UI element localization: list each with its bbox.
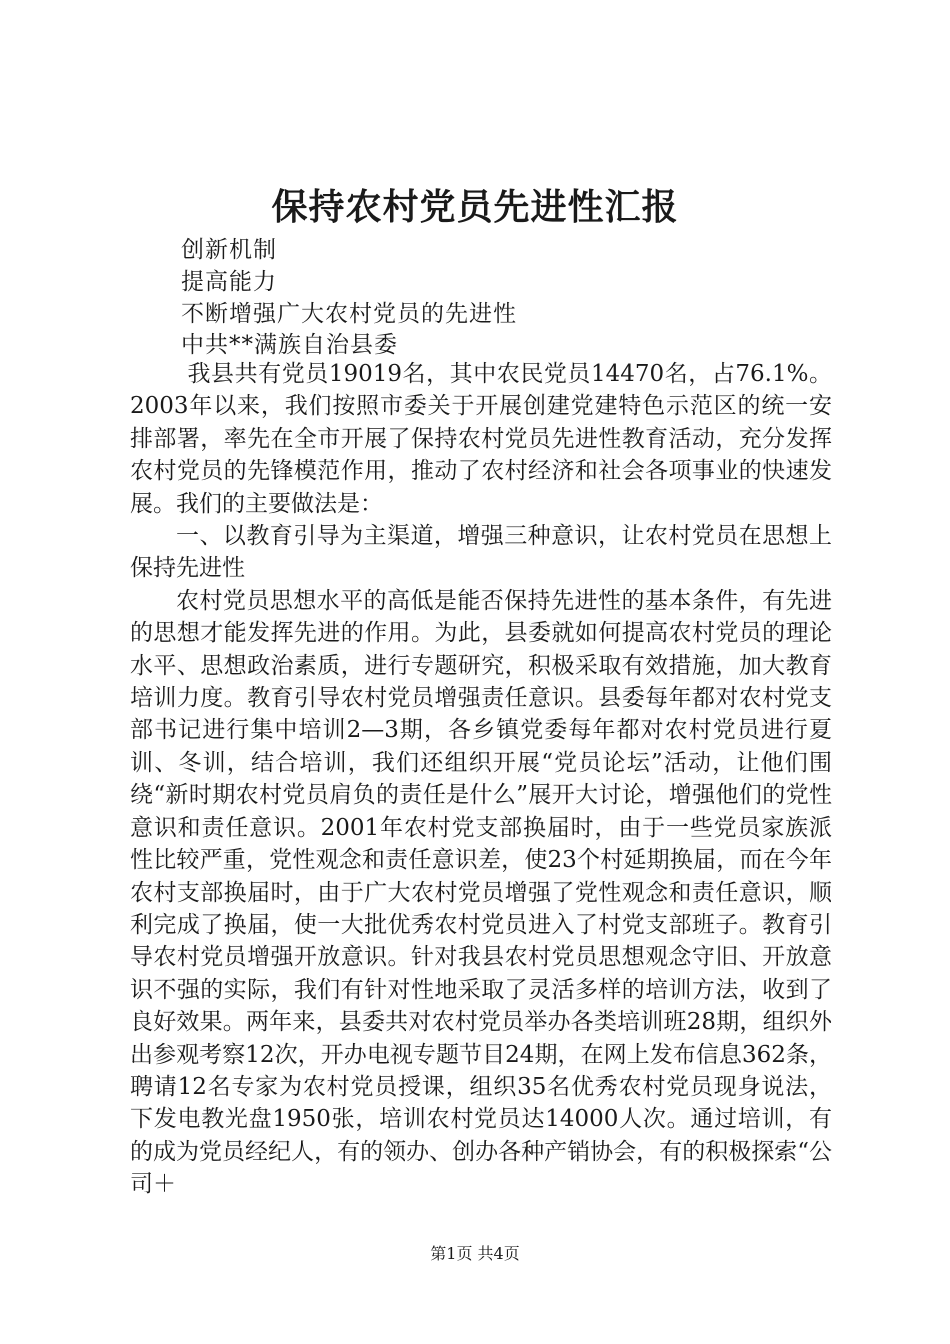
subtitle-line-1: 创新机制 — [181, 237, 277, 263]
body-paragraph-intro: 我县共有党员19019名，其中农民党员14470名，占76.1%。2003年以来，我们按照市委关于开展创建党建特色示范区的统一安排部署，率先在全市开展了保持农村党员先进性教育活动，充分发挥农村党员的先锋模范作用，推动了农村经济和社会各项事业的快速发展。我们的主要做法是： — [130, 361, 832, 517]
section-heading-1: 一、以教育引导为主渠道，增强三种意识，让农村党员在思想上保持先进性 — [130, 523, 832, 582]
document-title: 保持农村党员先进性汇报 — [271, 186, 679, 228]
document-body — [130, 358, 832, 1201]
subtitle-line-3: 不断增强广大农村党员的先进性 — [181, 301, 517, 327]
subtitle-line-2: 提高能力 — [181, 269, 277, 295]
body-paragraph-section-1: 农村党员思想水平的高低是能否保持先进性的基本条件，有先进的思想才能发挥先进的作用。为此，县委就如何提高农村党员的理论水平、思想政治素质，进行专题研究，积极采取有效措施，加大教育培训力度。教育引导农村党员增强责任意识。县委每年都对农村党支部书记进行集中培训2—3期，各乡镇党委每年都对农村党员进行夏训、冬训，结合培训，我们还组织开展“党员论坛”活动，让他们围绕“新时期农村党员肩负的责任是什么”展开大讨论，增强他们的党性意识和责任意识。2001年农村党支部换届时，由于一些党员家族派性比较严重，党性观念和责任意识差，使23个村延期换届，而在今年农村支部换届时，由于广大农村党员增强了党性观念和责任意识，顺利完成了换届，使一大批优秀农村党员进入了村党支部班子。教育引导农村党员增强开放意识。针对我县农村党员思想观念守旧、开放意识不强的实际，我们有针对性地采取了灵活多样的培训方法，收到了良好效果。两年来，县委共对农村党员举办各类培训班28期，组织外出参观考察12次，开办电视专题节目24期，在网上发布信息362条，聘请12名专家为农村党员授课，组织35名优秀农村党员现身说法，下发电教光盘1950张，培训农村党员达14000人次。通过培训，有的成为党员经纪人，有的领办、创办各种产销协会，有的积极探索“公司＋ — [130, 587, 832, 1198]
subtitle-line-4: 中共**满族自治县委 — [181, 332, 398, 358]
page-footer: 第1页 共4页 — [430, 1244, 520, 1263]
